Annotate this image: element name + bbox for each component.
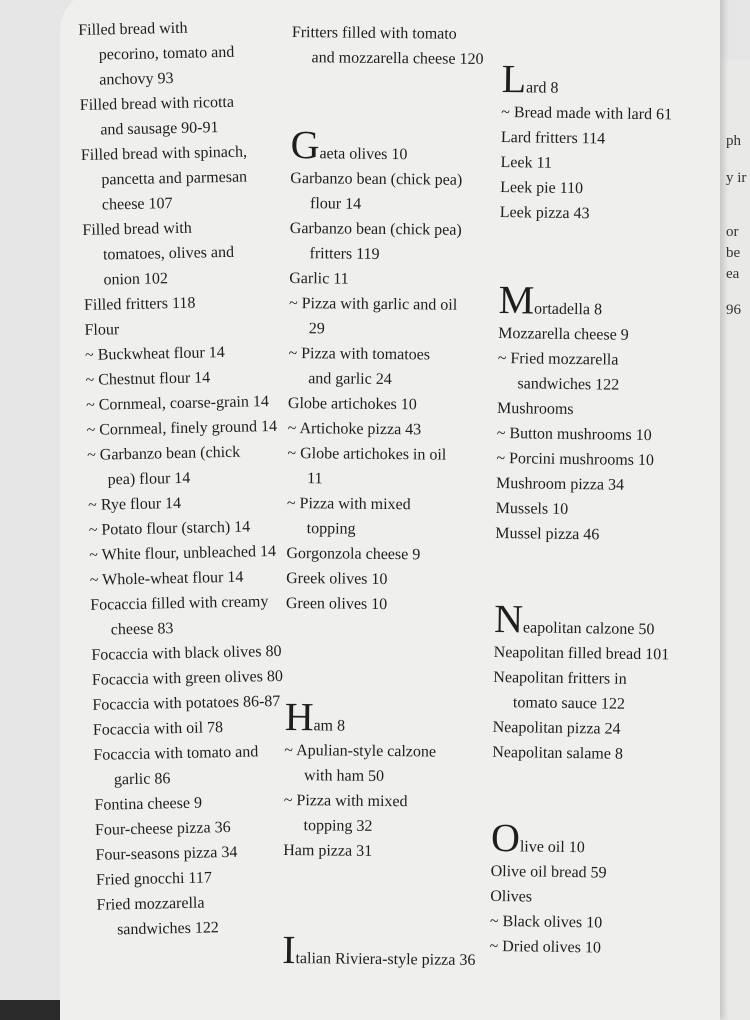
entry-line: [498, 321, 703, 349]
index-entry: [288, 416, 488, 443]
entry-text: tomatoes, olives and: [102, 243, 235, 264]
entry-line: [284, 788, 484, 815]
index-entry: [283, 838, 483, 865]
entry-line: [500, 200, 705, 228]
entry-text: Mushrooms: [496, 399, 574, 419]
entry-text: ~ Cornmeal, coarse-grain 14: [85, 393, 270, 414]
index-entry: [497, 346, 703, 399]
entry-text: live oil 10: [519, 838, 585, 857]
entry-line: [284, 693, 484, 740]
index-entry: [498, 321, 703, 349]
index-entry: [81, 139, 288, 218]
index-entry: [493, 665, 699, 718]
entry-text: pecorino, tomato and: [98, 43, 235, 64]
entry-text: Globe artichokes 10: [287, 394, 417, 414]
index-section: [282, 926, 482, 973]
entry-line: [289, 291, 489, 318]
index-entry: [288, 341, 489, 393]
index-entry: [490, 814, 696, 862]
index-entry: [286, 566, 486, 593]
entry-continuation: [284, 763, 484, 790]
index-entry: [501, 125, 706, 153]
entry-text: Mussels 10: [495, 499, 569, 518]
index-entry: [288, 391, 488, 418]
index-entry: [497, 396, 702, 424]
index-entry: [286, 591, 486, 618]
entry-text: ~ Globe artichokes in oil: [287, 444, 447, 464]
entry-line: [498, 276, 703, 324]
index-entry: [500, 200, 705, 228]
entry-text: 29: [308, 320, 325, 338]
entry-line: [497, 421, 702, 449]
entry-text: Mussel pizza 46: [495, 524, 600, 544]
entry-text: Garbanzo bean (chick pea): [290, 169, 463, 189]
index-entry: [289, 291, 490, 343]
entry-text: Focaccia with oil 78: [92, 719, 224, 739]
index-section: [489, 814, 696, 962]
entry-text: Ham pizza 31: [283, 841, 373, 860]
entry-line: [289, 266, 489, 293]
entry-text: Greek olives 10: [286, 569, 388, 589]
entry-line: [284, 738, 484, 765]
entry-line: [92, 689, 297, 718]
index-entry: [93, 739, 299, 793]
entry-line: [490, 859, 695, 887]
entry-text: Lard fritters 114: [500, 128, 606, 148]
entry-text: ~ Dried olives 10: [489, 937, 602, 957]
index-entry: [290, 166, 491, 218]
entry-text: ~ Pizza with mixed: [286, 494, 411, 514]
entry-text: pancetta and parmesan: [101, 168, 248, 189]
index-entry: [290, 121, 490, 168]
entry-text: cheese 83: [110, 620, 174, 639]
index-entry: [493, 595, 699, 643]
entry-text: Fried mozzarella: [96, 894, 205, 914]
entry-continuation: [289, 316, 489, 343]
index-entry: [490, 884, 695, 912]
entry-text: ~ Button mushrooms 10: [496, 424, 652, 445]
entry-text: Gorgonzola cheese 9: [286, 544, 421, 564]
index-entry: [494, 640, 699, 668]
entry-text: ~ Bread made with lard 61: [501, 103, 673, 124]
entry-line: [496, 446, 701, 474]
entry-continuation: [288, 366, 488, 393]
entry-text: cheese 107: [101, 195, 173, 214]
entry-text: ~ Rye flour 14: [88, 494, 182, 514]
entry-line: [496, 471, 701, 499]
drop-initial: M: [498, 276, 535, 323]
index-entry: [89, 539, 294, 568]
entry-text: ~ Cornmeal, finely ground 14: [86, 417, 278, 439]
index-entry: [282, 926, 482, 973]
index-entry: [495, 521, 700, 549]
entry-text: Mozzarella cheese 9: [498, 324, 629, 344]
entry-text: sandwiches 122: [517, 375, 620, 394]
entry-line: [492, 740, 697, 768]
index-entry: [283, 788, 484, 840]
index-entry: [78, 14, 285, 93]
entry-line: [501, 56, 706, 103]
entry-line: [287, 491, 487, 518]
index-entry: [284, 738, 485, 790]
entry-text: topping: [306, 520, 356, 538]
index-entry: [92, 689, 297, 718]
entry-line: [495, 521, 700, 549]
entry-text: Filled bread with: [78, 19, 188, 39]
entry-text: Leek 11: [500, 153, 553, 172]
entry-continuation: [497, 371, 702, 399]
index-entry: [96, 889, 302, 943]
entry-line: [282, 926, 482, 973]
entry-text: Focaccia filled with creamy: [90, 593, 269, 614]
entry-text: Focaccia with potatoes 86-87: [92, 692, 281, 714]
entry-text: ~ Artichoke pizza 43: [287, 419, 422, 439]
entry-text: onion 102: [103, 270, 169, 289]
entry-line: [86, 414, 291, 443]
index-entry: [500, 175, 705, 203]
entry-text: ~ Black olives 10: [489, 912, 603, 932]
index-entry: [86, 414, 291, 443]
entry-line: [292, 20, 492, 47]
entry-text: ~ Apulian-style calzone: [284, 741, 437, 761]
entry-text: Filled bread with: [82, 219, 192, 239]
entry-text: anchovy 93: [99, 70, 174, 89]
entry-text: 11: [307, 470, 323, 488]
entry-line: [90, 589, 295, 618]
entry-text: Leek pizza 43: [499, 203, 590, 223]
next-page-fragment: ea: [726, 266, 740, 282]
entry-text: ~ Whole-wheat flour 14: [89, 568, 244, 589]
entry-text: fritters 119: [309, 245, 380, 263]
next-page-fragment: 96: [726, 302, 741, 318]
entry-continuation: [290, 191, 490, 218]
entry-text: Olives: [490, 887, 533, 906]
entry-line: [501, 125, 706, 153]
entry-text: pea) flour 14: [107, 469, 191, 489]
entry-line: [290, 166, 490, 193]
index-column-2: [282, 20, 492, 973]
index-entry: [497, 421, 702, 449]
entry-text: ~ Porcini mushrooms 10: [496, 449, 655, 470]
index-entry: [289, 216, 490, 268]
entry-text: Flour: [84, 321, 120, 339]
entry-text: ~ White flour, unbleached 14: [89, 542, 277, 564]
index-entry: [496, 471, 701, 499]
entry-text: aeta olives 10: [319, 145, 408, 164]
entry-text: Garbanzo bean (chick pea): [289, 219, 462, 239]
entry-text: Filled fritters 118: [83, 294, 196, 314]
entry-text: Olive oil bread 59: [490, 862, 607, 882]
entry-text: Garlic 11: [289, 269, 349, 288]
entry-line: [287, 441, 487, 468]
entry-line: [290, 121, 490, 168]
entry-text: Neapolitan salame 8: [492, 743, 624, 763]
index-entry: [287, 441, 488, 493]
entry-line: [497, 396, 702, 424]
entry-line: [490, 814, 696, 862]
index-entry: [289, 266, 489, 293]
entry-line: [490, 884, 695, 912]
entry-text: Four-seasons pizza 34: [95, 843, 238, 864]
entry-text: am 8: [313, 717, 346, 735]
index-section: [291, 20, 492, 72]
entry-continuation: [283, 813, 483, 840]
entry-continuation: [287, 516, 487, 543]
index-entry: [496, 446, 701, 474]
entry-text: Neapolitan pizza 24: [492, 718, 621, 738]
entry-text: and mozzarella cheese 120: [311, 49, 484, 69]
entry-line: [500, 175, 705, 203]
entry-text: topping 32: [303, 817, 373, 835]
entry-line: [286, 541, 486, 568]
entry-continuation: [97, 914, 302, 943]
index-section: [283, 693, 485, 865]
index-entry: [489, 934, 694, 962]
next-page-fragment: or: [726, 224, 739, 240]
entry-text: and garlic 24: [308, 370, 392, 389]
entry-text: Green olives 10: [285, 594, 388, 614]
index-entry: [501, 100, 706, 128]
entry-text: Fritters filled with tomato: [291, 23, 457, 43]
entry-text: eapolitan calzone 50: [522, 619, 655, 639]
entry-text: Neapolitan fritters in: [493, 668, 627, 688]
entry-line: [490, 909, 695, 937]
entry-continuation: [291, 45, 491, 72]
index-section: [492, 595, 699, 768]
entry-text: ard 8: [525, 79, 559, 97]
entry-text: ~ Pizza with mixed: [283, 791, 408, 811]
index-entry: [80, 89, 286, 143]
entry-line: [288, 391, 488, 418]
entry-line: [89, 539, 294, 568]
index-entry: [490, 859, 695, 887]
index-section: [78, 14, 302, 943]
entry-text: Filled bread with ricotta: [79, 93, 235, 114]
drop-initial: O: [490, 814, 521, 861]
entry-line: [501, 100, 706, 128]
index-entry: [498, 276, 703, 324]
drop-initial: G: [290, 121, 320, 168]
entry-continuation: [287, 466, 487, 493]
entry-line: [496, 496, 701, 524]
entry-text: ~ Buckwheat flour 14: [84, 344, 225, 364]
entry-text: Focaccia with tomato and: [93, 743, 259, 764]
entry-text: Focaccia with green olives 80: [91, 667, 284, 689]
index-entry: [500, 150, 705, 178]
next-page-fragment: ph: [726, 133, 741, 149]
index-entry: [492, 740, 697, 768]
index-entry: [490, 909, 695, 937]
entry-text: garlic 86: [113, 770, 171, 789]
entry-text: Focaccia with black olives 80: [91, 642, 282, 664]
index-entry: [287, 491, 488, 543]
index-section: [495, 276, 704, 549]
entry-line: [288, 416, 488, 443]
entry-text: Neapolitan filled bread 101: [493, 643, 670, 664]
index-entry: [496, 496, 701, 524]
entry-line: [492, 715, 697, 743]
entry-line: [500, 150, 705, 178]
index-entry: [82, 214, 289, 293]
index-entry: [286, 541, 486, 568]
entry-line: [286, 566, 486, 593]
entry-text: Fontina cheese 9: [94, 794, 203, 814]
entry-text: Mushroom pizza 34: [495, 474, 625, 494]
index-entry: [90, 589, 296, 643]
next-page-edge: [718, 60, 750, 1020]
entry-text: ~ Fried mozzarella: [497, 349, 619, 369]
entry-text: ~ Chestnut flour 14: [85, 369, 211, 389]
entry-text: ~ Potato flour (starch) 14: [88, 518, 251, 539]
next-page-fragment: y ir: [726, 170, 747, 186]
entry-text: tomato sauce 122: [512, 694, 626, 713]
entry-text: and sausage 90-91: [100, 119, 219, 139]
entry-line: [494, 640, 699, 668]
entry-continuation: [289, 241, 489, 268]
entry-line: [493, 665, 698, 693]
entry-text: talian Riviera-style pizza 36: [295, 950, 476, 969]
entry-text: ~ Pizza with garlic and oil: [288, 294, 458, 314]
entry-line: [286, 591, 486, 618]
entry-line: [489, 934, 694, 962]
entry-text: with ham 50: [303, 767, 385, 786]
entry-text: flour 14: [309, 195, 362, 213]
index-entry: [291, 20, 492, 72]
drop-initial: N: [493, 595, 524, 642]
entry-text: sandwiches 122: [116, 919, 220, 939]
entry-line: [493, 595, 699, 643]
drop-initial: I: [282, 926, 296, 973]
entry-line: [288, 341, 488, 368]
index-column-3: [489, 58, 707, 962]
index-section: [499, 56, 707, 228]
entry-text: ~ Garbanzo bean (chick: [86, 443, 241, 464]
drop-initial: H: [284, 693, 314, 740]
entry-continuation: [493, 690, 698, 718]
entry-line: [283, 838, 483, 865]
entry-text: ~ Pizza with tomatoes: [288, 344, 431, 364]
index-entry: [492, 715, 697, 743]
entry-line: [290, 216, 490, 243]
entry-line: [498, 346, 703, 374]
index-entry: [87, 439, 293, 493]
entry-text: ortadella 8: [533, 300, 603, 319]
next-page-fragment: be: [726, 245, 741, 261]
index-section: [285, 121, 491, 618]
entry-text: Four-cheese pizza 36: [94, 818, 231, 839]
index-entry: [501, 56, 706, 103]
entry-text: Leek pie 110: [500, 178, 584, 198]
index-column-1: [78, 14, 302, 943]
entry-text: Filled bread with spinach,: [80, 143, 248, 164]
index-entry: [284, 693, 484, 740]
drop-initial: L: [501, 56, 527, 102]
entry-text: Fried gnocchi 117: [95, 869, 213, 889]
